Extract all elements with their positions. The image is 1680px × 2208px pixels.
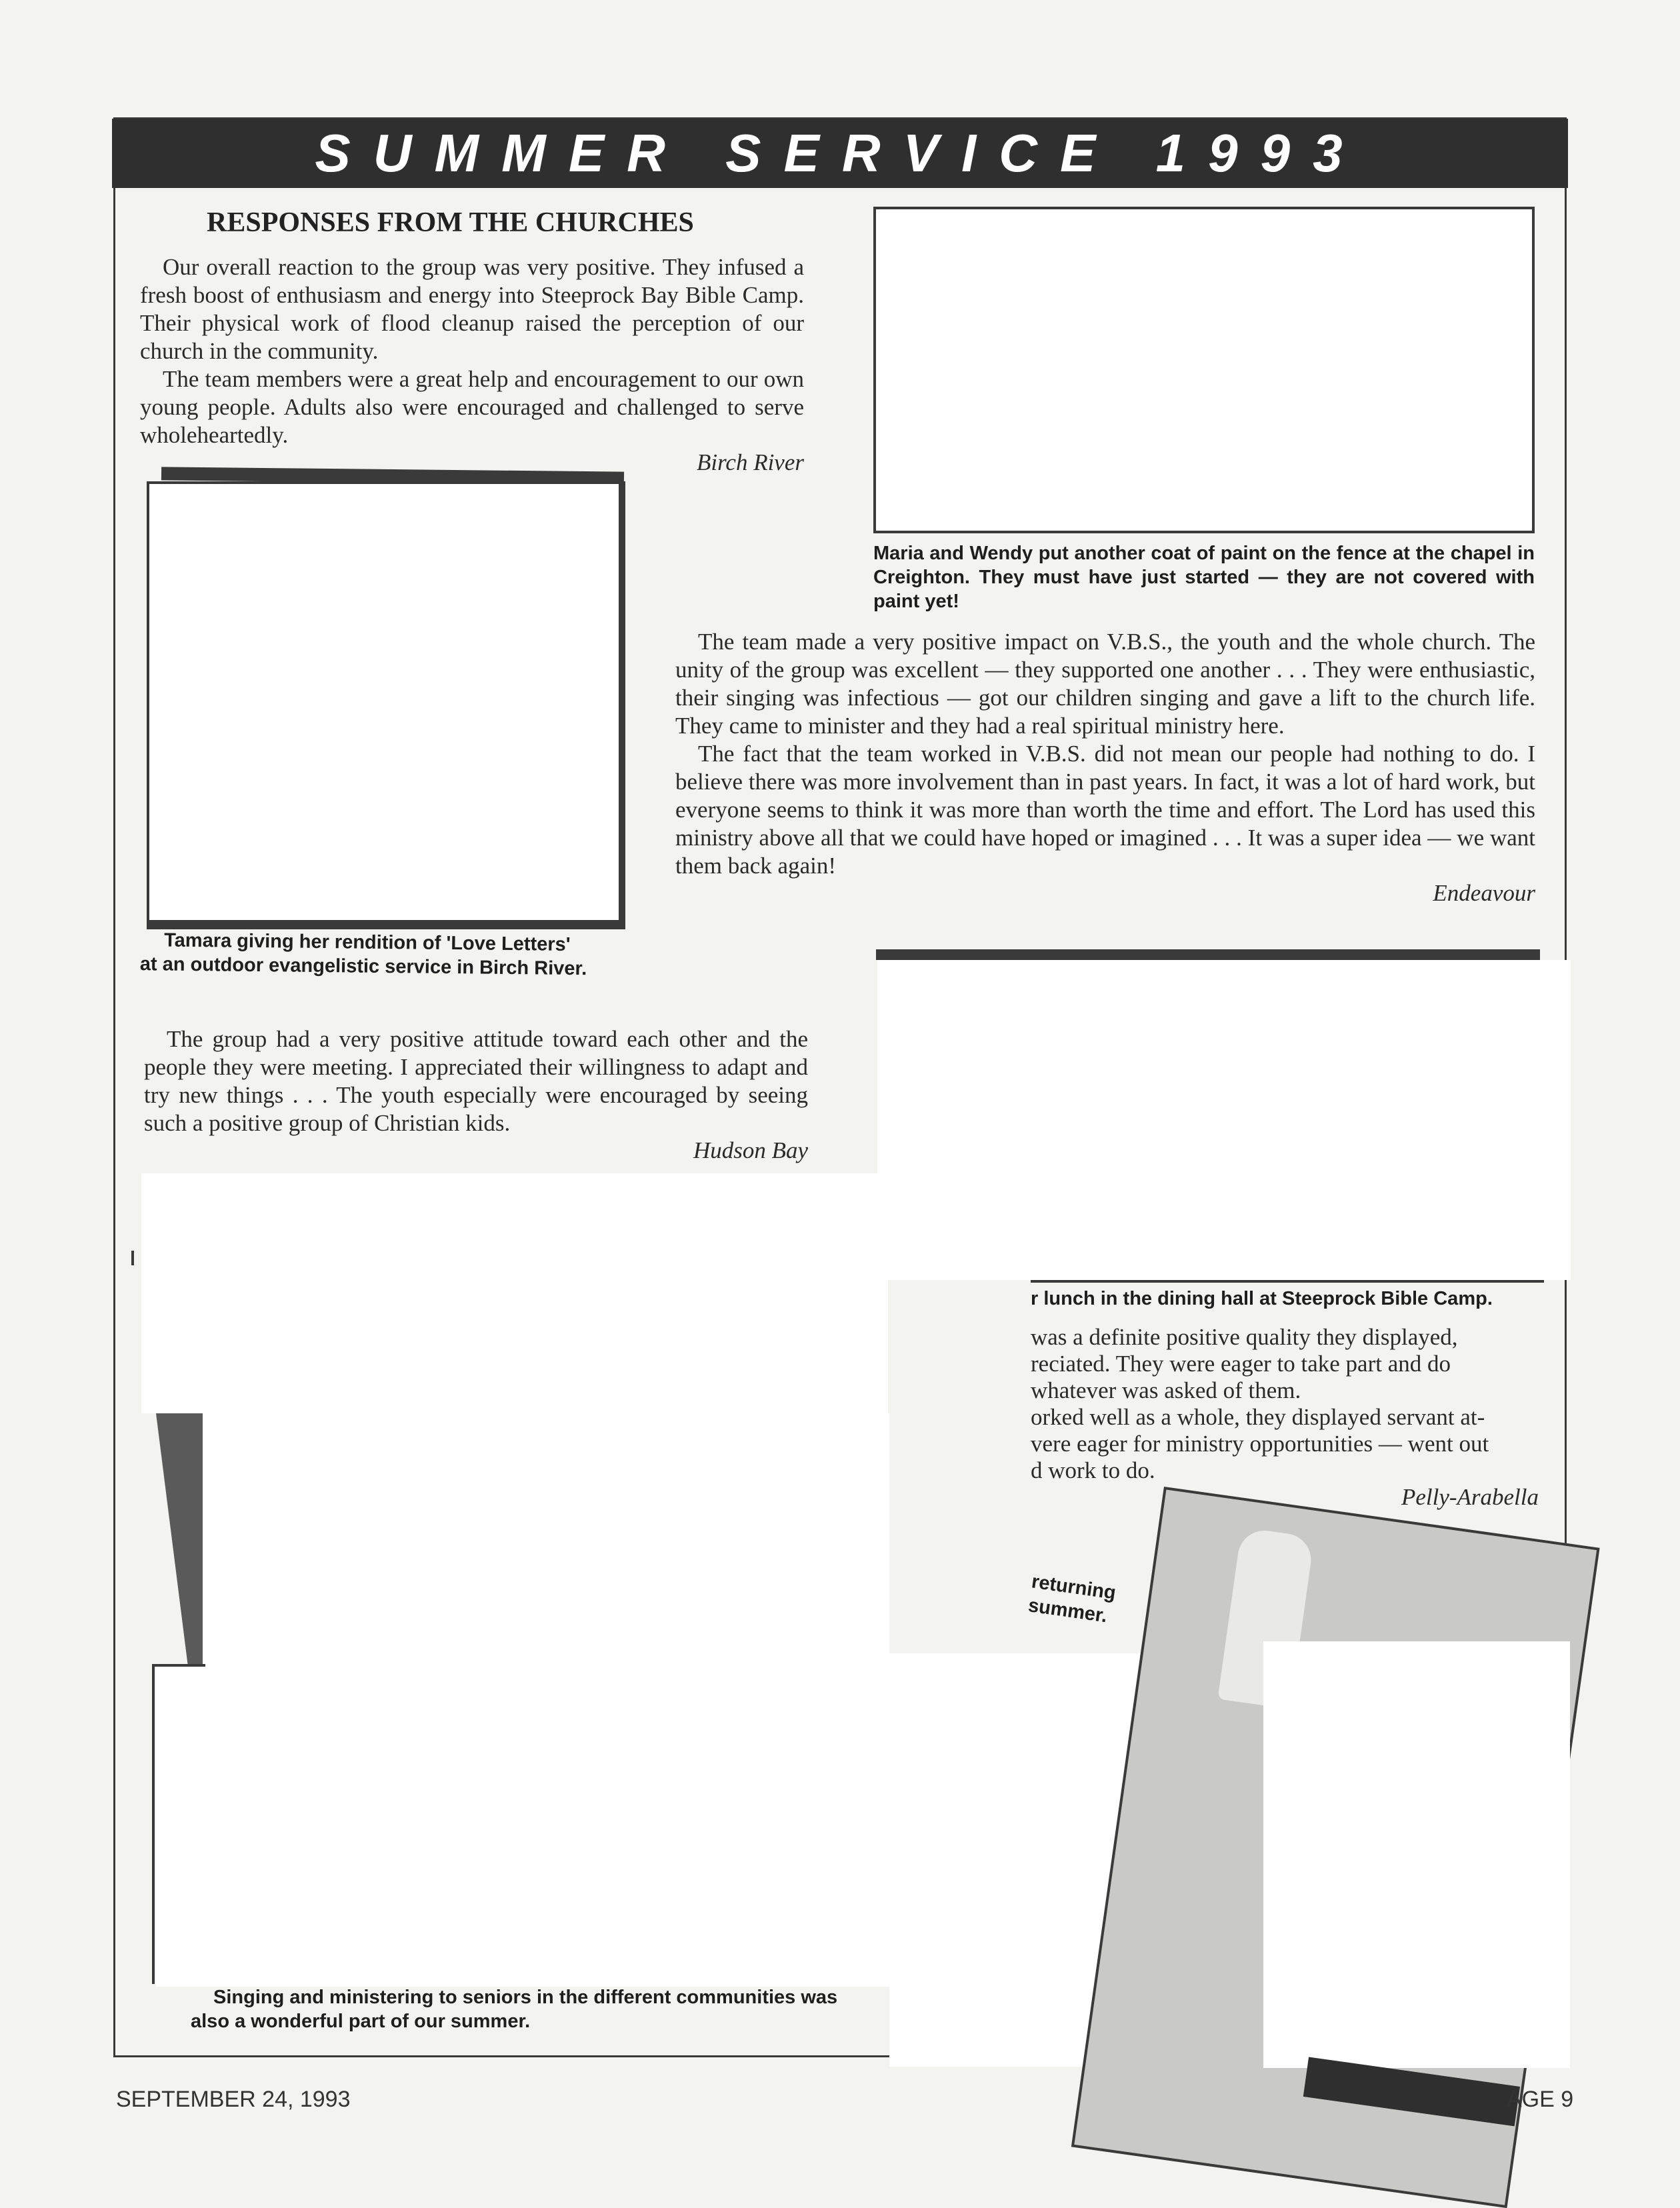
caption-tamara	[140, 928, 627, 981]
paragraph-line: vere eager for ministry opportunities — went out	[1031, 1431, 1489, 1457]
caption-line: Singing and ministering to seniors in the different communities was	[213, 1987, 838, 2008]
signature-endeavour: Endeavour	[1433, 880, 1535, 906]
photo-lunch-bottom-edge	[1031, 1280, 1544, 1283]
section-banner	[112, 119, 1568, 188]
paragraph-line: whatever was asked of them.	[1031, 1377, 1301, 1403]
paragraph: Our overall reaction to the group was very positive. They infused a fresh boost of enthusiasm and energy into Steeprock Bay Bible Camp. Their physical work of flood cleanup raised the perception of our church in the community.	[140, 254, 804, 364]
paragraph-line: reciated. They were eager to take part and do	[1031, 1351, 1451, 1377]
photo-upper-cover	[141, 1173, 888, 1413]
caption-line: also a wonderful part of our summer.	[191, 2011, 531, 2032]
response-pelly-arabella	[1031, 1324, 1539, 1511]
signature-birch-river: Birch River	[696, 449, 804, 475]
paragraph-line: d work to do.	[1031, 1457, 1155, 1483]
response-hudson-bay	[144, 1025, 808, 1164]
paragraph: The team made a very positive impact on V.B.S., the youth and the whole church. The unity of the group was excellent — they supported one another . . . They were enthusiastic, their singing was infectious — got our children singing and gave a lift to the church life. They came to minister and they had a real spiritual ministry here.	[675, 629, 1535, 739]
caption-line: Tamara giving her rendition of 'Love Letters'	[164, 929, 571, 955]
caption-fence: Maria and Wendy put another coat of paint on the fence at the chapel in Creighton. They must have just started — they are not covered with paint yet!	[873, 543, 1535, 612]
caption-lunch: r lunch in the dining hall at Steeprock Bible Camp.	[1031, 1288, 1493, 1309]
signature-pelly-arabella: Pelly-Arabella	[1401, 1484, 1539, 1510]
caption-seniors	[191, 1985, 897, 2033]
banner-title: SUMMER SERVICE 1993	[315, 123, 1365, 183]
caption-line: summer.	[1027, 1595, 1109, 1627]
signature-hudson-bay: Hudson Bay	[693, 1137, 808, 1163]
photo-lunch	[877, 960, 1571, 1280]
photo-tamara	[147, 481, 625, 929]
photo-fence	[873, 207, 1535, 533]
footer-date: SEPTEMBER 24, 1993	[116, 2087, 351, 2112]
photo-lunch-edge	[876, 949, 1540, 960]
photo-returning-cover	[1263, 1641, 1570, 2068]
response-birch-river	[140, 253, 804, 476]
photo-seniors-notch-left	[152, 1664, 155, 1984]
caption-line: returning	[1030, 1571, 1117, 1604]
caption-line: at an outdoor evangelistic service in Birch River.	[139, 953, 587, 980]
paragraph-line: was a definite positive quality they displayed,	[1031, 1324, 1458, 1350]
photo-seniors-upper	[203, 1413, 889, 1667]
paragraph: The fact that the team worked in V.B.S. did not mean our people had nothing to do. I believe there was more involvement than in past years. In fact, it was a lot of hard work, but everyone seems to think it was more than worth the time and effort. The Lord has used this ministry above all that we could have hoped or imagined . . . It was a super idea — we want them back again!	[675, 741, 1535, 879]
article-heading: RESPONSES FROM THE CHURCHES	[207, 207, 694, 238]
footer-page-number: AGE 9	[1507, 2087, 1574, 2112]
photo-edge-mark	[131, 1251, 134, 1265]
paragraph: The group had a very positive attitude toward each other and the people they were meeting. I appreciated their willingness to adapt and try new things . . . The youth especially were encouraged by seeing such a positive group of Christian kids.	[144, 1026, 808, 1136]
photo-seniors	[156, 1667, 889, 1987]
response-endeavour	[675, 628, 1535, 907]
paragraph: The team members were a great help and encouragement to our own young people. Adults also were encouraged and challenged to serve wholeheartedly.	[140, 366, 804, 448]
paragraph-line: orked well as a whole, they displayed servant at-	[1031, 1404, 1485, 1430]
